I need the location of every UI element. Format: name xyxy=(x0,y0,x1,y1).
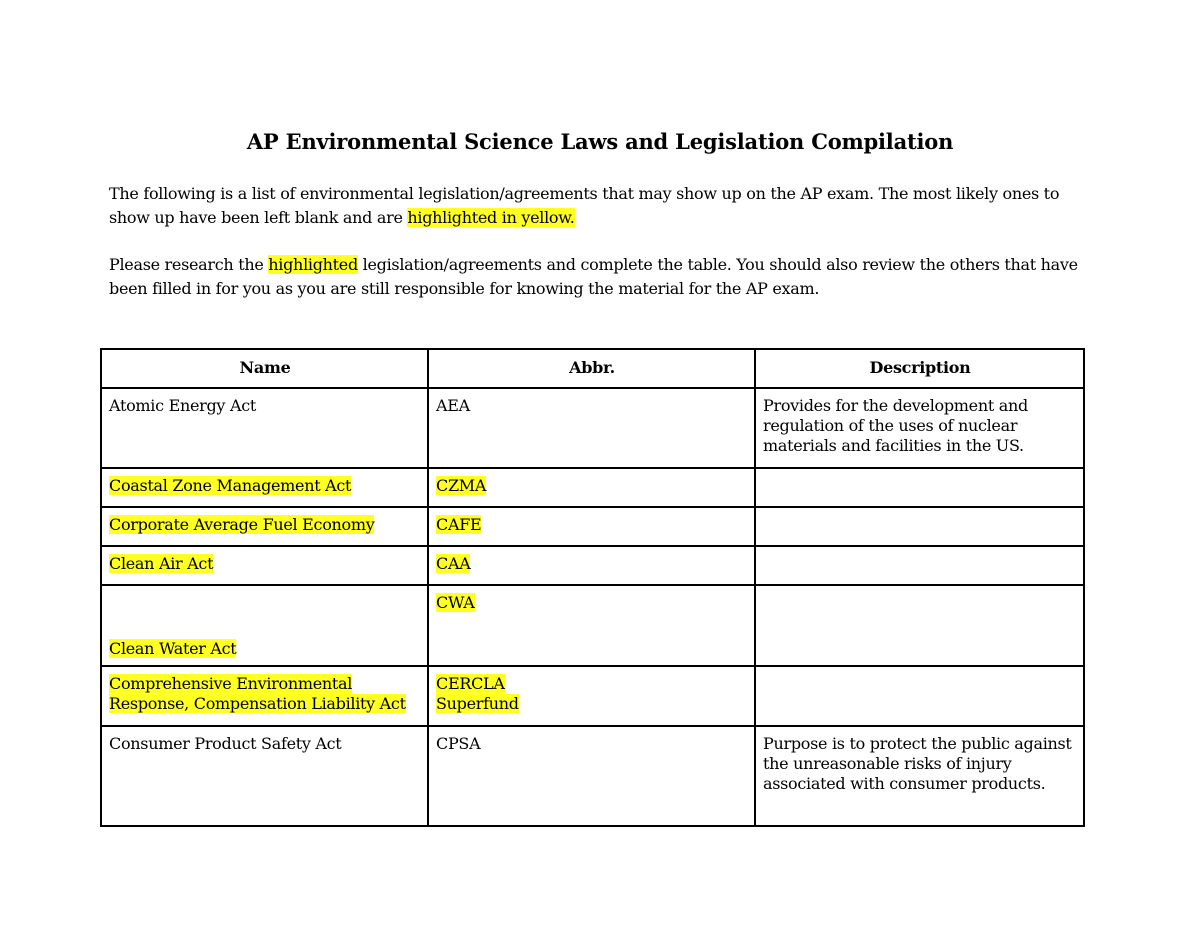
description-text: Purpose is to protect the public against the unreasonable risks of injury associated with consumer products. xyxy=(763,734,1072,793)
cell-description[interactable] xyxy=(755,546,1084,585)
intro-text: The following is a list of environmental legislation/agreements that may show up on the AP exam. The most likely ones to show up have been left blank and are xyxy=(109,184,1060,227)
instructions-highlight: highlighted xyxy=(268,255,358,274)
abbr-text: CAFE xyxy=(436,515,482,534)
cell-name[interactable] xyxy=(101,507,428,546)
abbr-text: AEA xyxy=(436,396,470,415)
legislation-table xyxy=(100,348,1085,827)
header-abbr: Abbr. xyxy=(428,349,755,388)
table-row xyxy=(101,388,1084,468)
name-text: Coastal Zone Management Act xyxy=(109,476,352,495)
cell-name[interactable] xyxy=(101,546,428,585)
cell-description[interactable] xyxy=(755,585,1084,666)
abbr-text: CAA xyxy=(436,554,471,573)
cell-abbr[interactable] xyxy=(428,726,755,826)
name-text: Corporate Average Fuel Economy xyxy=(109,515,375,534)
abbr-alt-text: Superfund xyxy=(436,694,519,713)
intro-paragraph xyxy=(109,182,1099,230)
abbr-text: CPSA xyxy=(436,734,481,753)
description-text: Provides for the development and regulation of the uses of nuclear materials and facilities in the US. xyxy=(763,396,1028,455)
name-text: Clean Air Act xyxy=(109,554,214,573)
cell-name[interactable] xyxy=(101,726,428,826)
instructions-paragraph xyxy=(109,253,1099,301)
cell-name[interactable] xyxy=(101,585,428,666)
name-text: Clean Water Act xyxy=(109,639,237,658)
header-description: Description xyxy=(755,349,1084,388)
abbr-text: CZMA xyxy=(436,476,487,495)
cell-abbr[interactable] xyxy=(428,546,755,585)
cell-name[interactable] xyxy=(101,388,428,468)
table-header-row xyxy=(101,349,1084,388)
cell-description[interactable] xyxy=(755,507,1084,546)
table-row xyxy=(101,666,1084,726)
instructions-text-after: legislation/agreements and complete the table. You should also review the others that have been filled in for you as you are still responsible for knowing the material for the AP exam. xyxy=(109,255,1078,298)
cell-name[interactable] xyxy=(101,666,428,726)
cell-description[interactable] xyxy=(755,726,1084,826)
abbr-text: CWA xyxy=(436,593,475,612)
cell-abbr[interactable] xyxy=(428,507,755,546)
cell-description[interactable] xyxy=(755,388,1084,468)
name-text: Consumer Product Safety Act xyxy=(109,734,342,753)
cell-name[interactable] xyxy=(101,468,428,507)
cell-description[interactable] xyxy=(755,468,1084,507)
table-row xyxy=(101,726,1084,826)
table-row xyxy=(101,468,1084,507)
name-text: Atomic Energy Act xyxy=(109,396,256,415)
cell-description[interactable] xyxy=(755,666,1084,726)
header-name: Name xyxy=(101,349,428,388)
cell-abbr[interactable] xyxy=(428,585,755,666)
cell-abbr[interactable] xyxy=(428,666,755,726)
table-row xyxy=(101,585,1084,666)
document-title: AP Environmental Science Laws and Legislation Compilation xyxy=(246,129,954,154)
table-row xyxy=(101,507,1084,546)
intro-highlight: highlighted in yellow. xyxy=(407,208,575,227)
instructions-text-before: Please research the xyxy=(109,255,269,274)
abbr-text: CERCLA xyxy=(436,674,505,693)
name-text: Comprehensive Environmental Response, Compensation Liability Act xyxy=(109,674,406,713)
table-row xyxy=(101,546,1084,585)
cell-abbr[interactable] xyxy=(428,388,755,468)
cell-abbr[interactable] xyxy=(428,468,755,507)
